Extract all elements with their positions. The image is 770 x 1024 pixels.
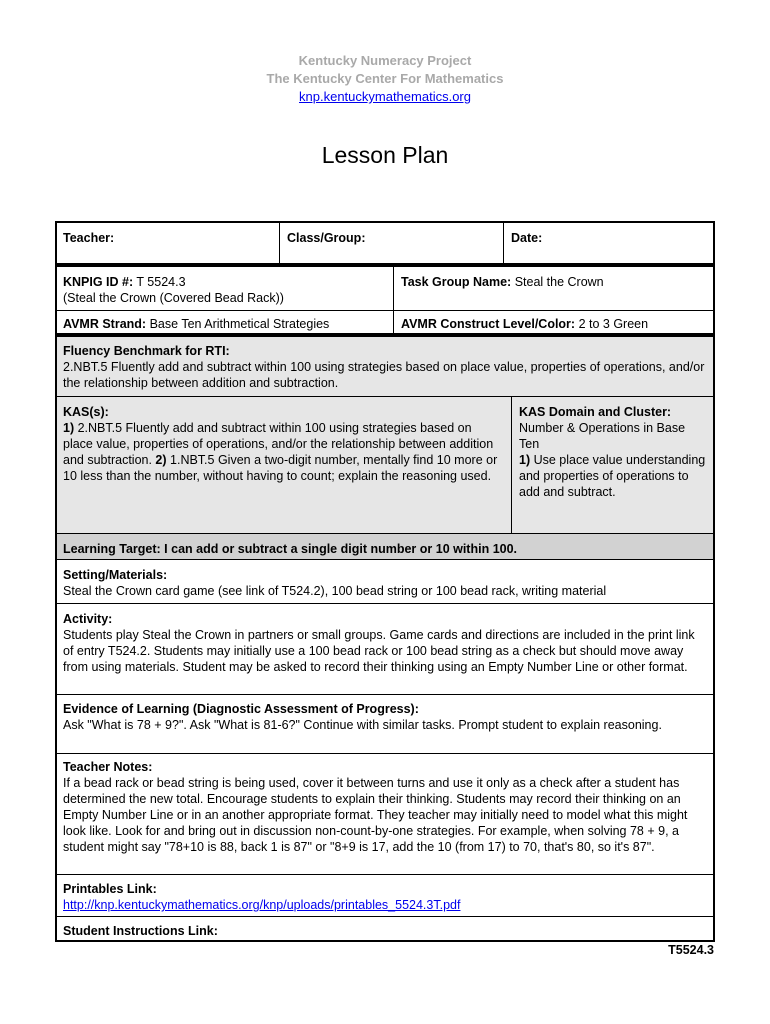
task-group-name (395, 270, 715, 294)
task-group-value: Steal the Crown (511, 275, 604, 289)
kas-domain-cluster (513, 400, 713, 504)
org-center-name: The Kentucky Center For Mathematics (266, 71, 504, 86)
printables-section (57, 877, 713, 917)
kas-standards (57, 400, 509, 488)
avmr-construct (395, 312, 715, 336)
avmr-strand-label: AVMR Strand: (63, 317, 147, 331)
learning-target: Learning Target: I can add or subtract a single digit number or 10 within 100. (63, 542, 518, 556)
class-group-label: Class/Group: (287, 231, 366, 245)
avmr-strand (57, 312, 391, 336)
kas-domain-cluster-text: 1) Use place value understanding and properties of operations to add and subtract. (519, 453, 706, 499)
kas-label: KAS(s): (63, 405, 109, 419)
fluency-benchmark-label: Fluency Benchmark for RTI: (63, 344, 230, 358)
activity-section (57, 607, 713, 679)
evidence-label: Evidence of Learning (Diagnostic Assessment of Progress): (63, 702, 419, 716)
task-info-table (55, 265, 715, 335)
document-code: T5524.3 (668, 943, 714, 957)
knpig-value: T 5524.3 (133, 275, 186, 289)
avmr-strand-value: Base Ten Arithmetical Strategies (146, 317, 330, 331)
student-instructions-label: Student Instructions Link: (63, 924, 218, 938)
page-title: Lesson Plan (321, 142, 449, 168)
activity-text: Students play Steal the Crown in partners or small groups. Game cards and directions are included in the print link of entry T524.2. Students may initially use a 100 bead rack or 100 bead string as a check but should move away from using materials. Student may be asked to record their thinking using an Empty Number Line or other format. (63, 628, 695, 674)
setting-materials (57, 563, 713, 603)
kas-domain-label: KAS Domain and Cluster: (519, 405, 672, 419)
teacher-notes-section (57, 755, 713, 859)
setting-label: Setting/Materials: (63, 568, 168, 582)
org-name: Kentucky Numeracy Project (298, 53, 472, 68)
evidence-text: Ask "What is 78 + 9?". Ask "What is 81-6?" Continue with similar tasks. Prompt student to explain reasoning. (63, 718, 662, 732)
kas-domain-value: Number & Operations in Base Ten (519, 421, 686, 451)
org-website-link[interactable]: knp.kentuckymathematics.org (299, 89, 471, 104)
knpig-label: KNPIG ID #: (63, 275, 134, 289)
teacher-notes-label: Teacher Notes: (63, 760, 153, 774)
document-header (0, 52, 770, 106)
task-group-label: Task Group Name: (401, 275, 512, 289)
fluency-benchmark (57, 339, 713, 395)
printables-label: Printables Link: (63, 882, 157, 896)
knpig-subtitle: (Steal the Crown (Covered Bead Rack)) (63, 291, 284, 305)
kas-text: 1) 2.NBT.5 Fluently add and subtract within 100 using strategies based on place value, properties of operations, and/or the relationship between addition and subtraction. 2) 1.NBT.5 Given a two-digit number, mentally find 10 more or 10 less than the number, without having to count; explain the reasoning used. (63, 421, 498, 483)
lesson-body-table (55, 335, 715, 942)
setting-text: Steal the Crown card game (see link of T524.2), 100 bead string or 100 bead rack, writing material (63, 584, 607, 598)
printables-link[interactable]: http://knp.kentuckymathematics.org/knp/uploads/printables_5524.3T.pdf (63, 898, 461, 912)
teacher-notes-text: If a bead rack or bead string is being used, cover it between turns and use it only as a check after a student has determined the new total. Encourage students to explain their thinking. Students may record their thinking on an Empty Number Line or in an another appropriate format. They teacher may initially need to model what this might look like. Look for and bring out in discussion non-count-by-one strategies. For example, when solving 78 + 9, a student might say "78+10 is 88, back 1 is 87" or "8+9 is 17, add the 10 (from 17) to 70, that's 80, so it's 87". (63, 776, 688, 854)
fluency-benchmark-text: 2.NBT.5 Fluently add and subtract within 100 using strategies based on place value, properties of operations, and/or the relationship between addition and subtraction. (63, 360, 705, 390)
activity-label: Activity: (63, 612, 113, 626)
evidence-section (57, 697, 713, 737)
knpig-id (57, 270, 391, 310)
avmr-construct-value: 2 to 3 Green (575, 317, 649, 331)
teacher-label: Teacher: (63, 231, 115, 245)
avmr-construct-label: AVMR Construct Level/Color: (401, 317, 576, 331)
info-table (55, 221, 715, 265)
date-label: Date: (511, 231, 543, 245)
